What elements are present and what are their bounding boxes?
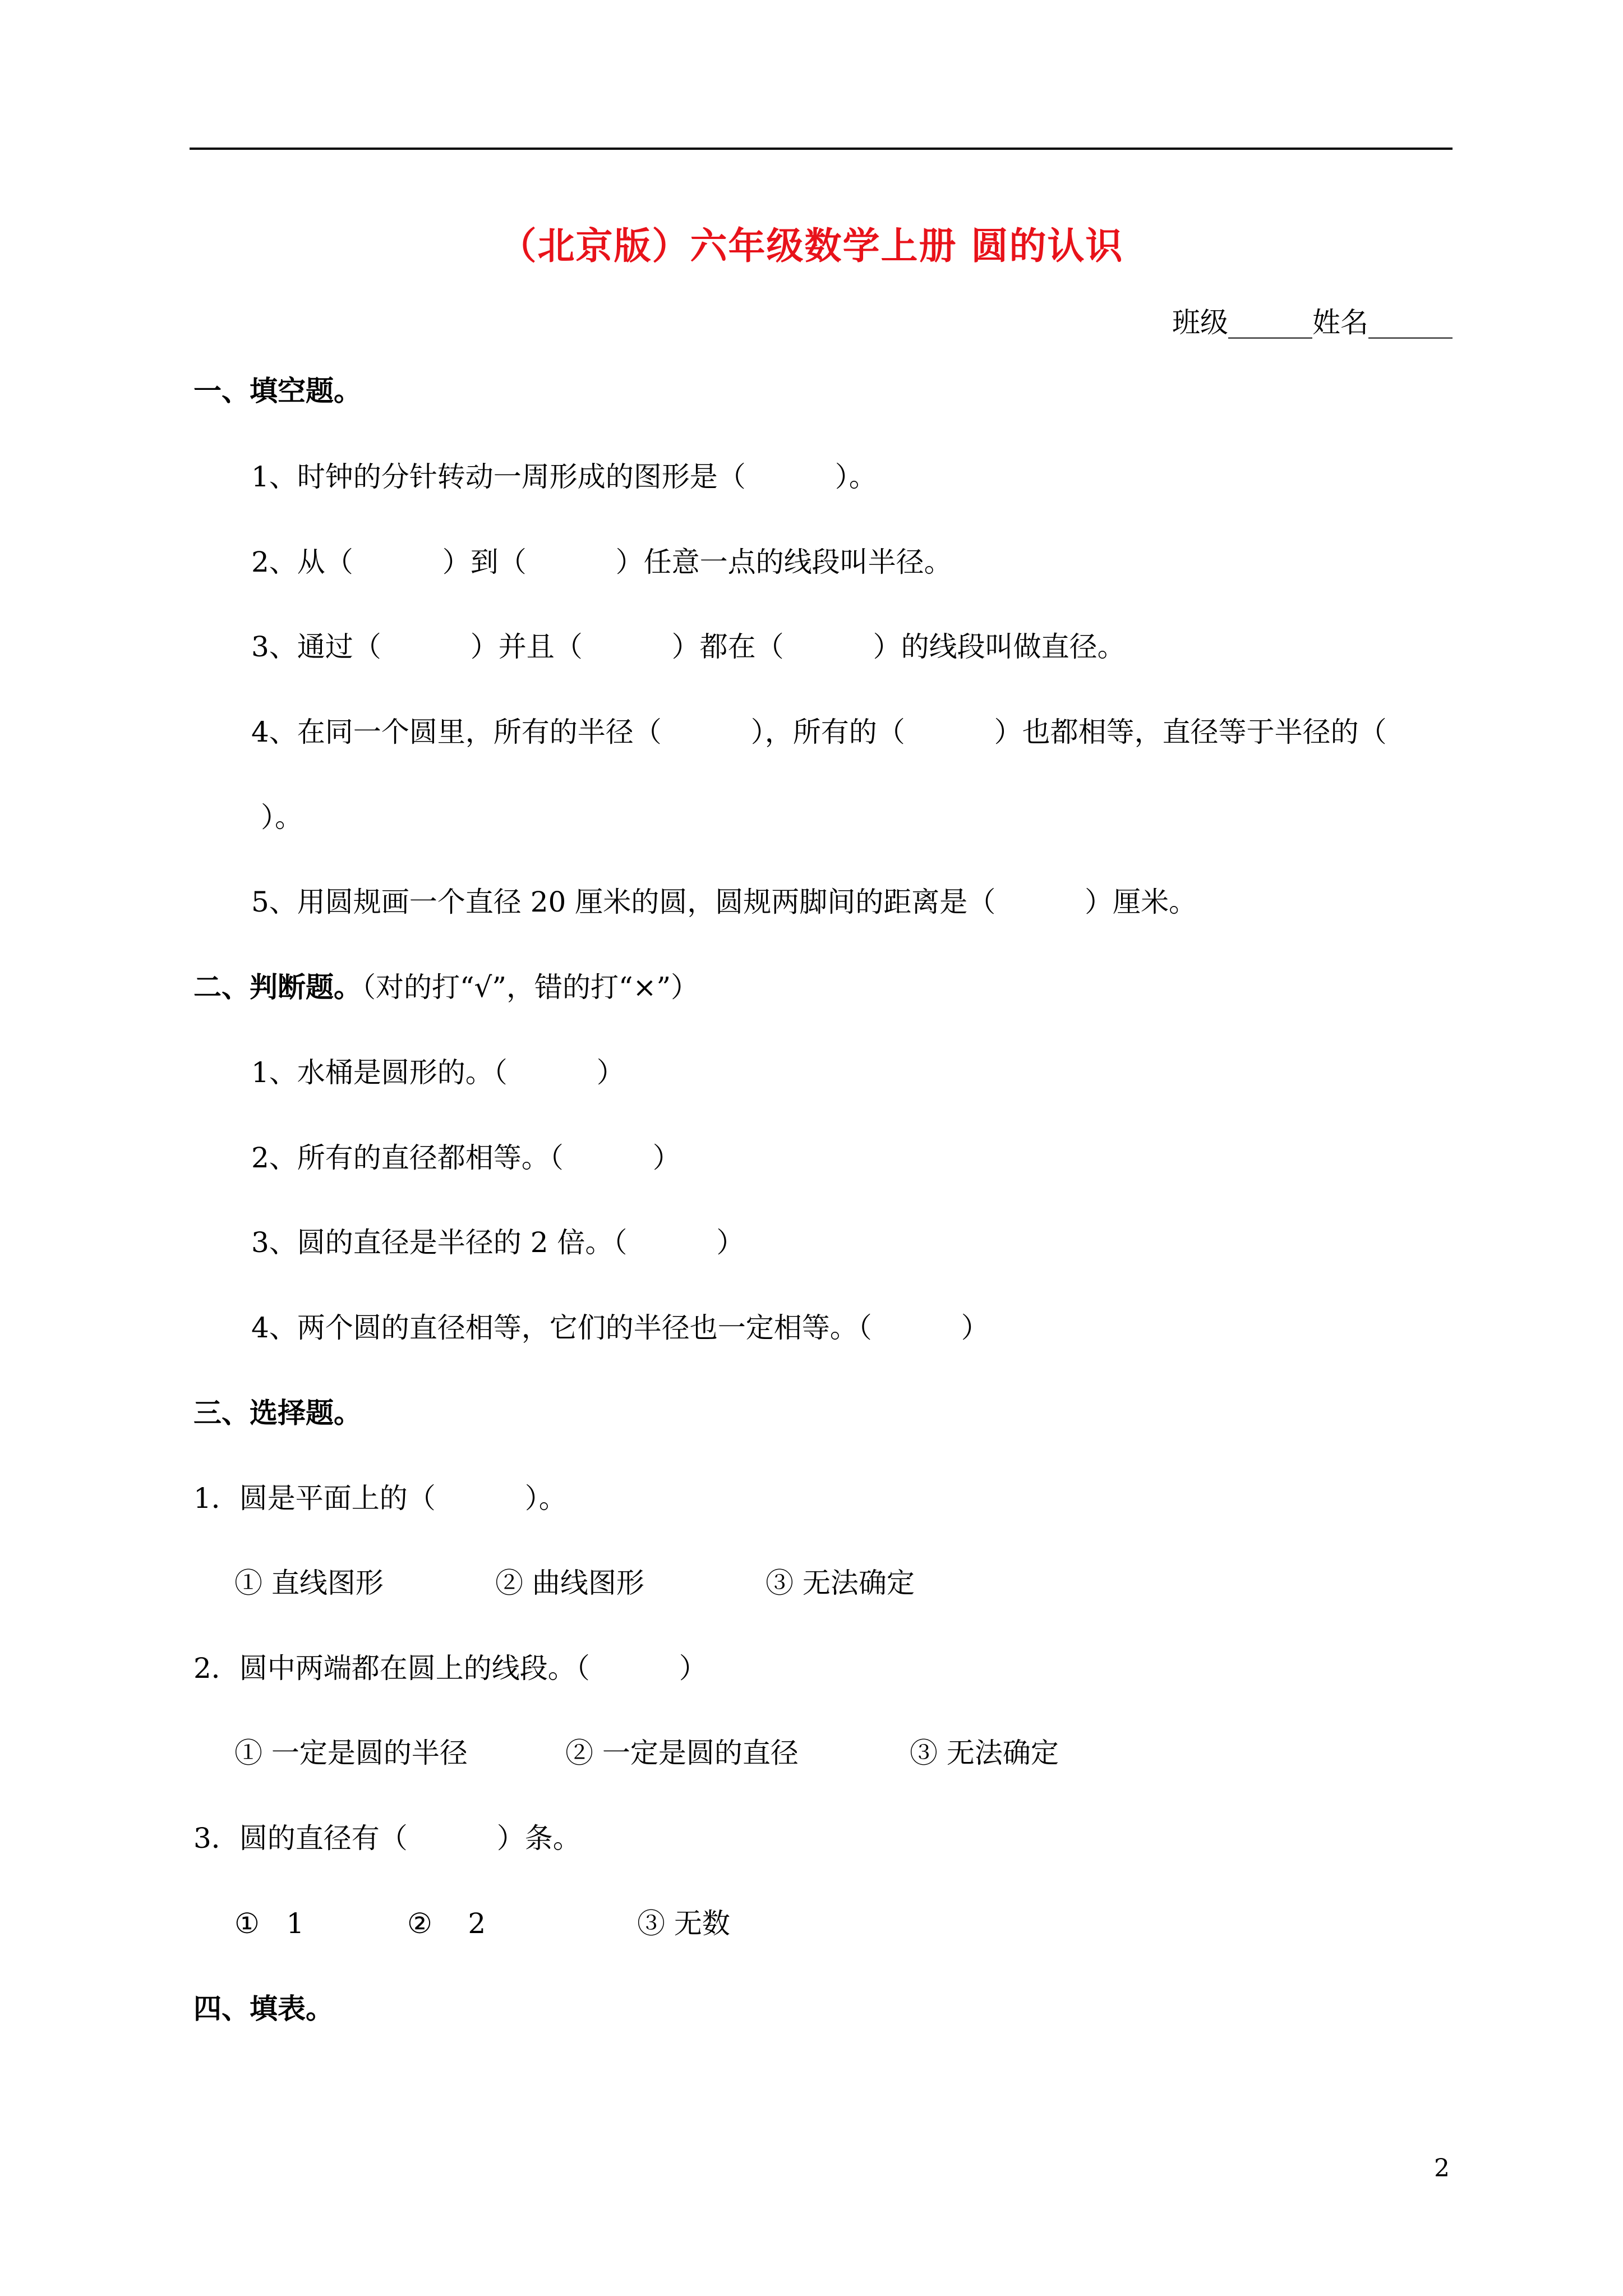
- section3-heading: 三、选择题。: [193, 1396, 362, 1429]
- choice-1-option-2: ② 曲线图形: [495, 1567, 644, 1599]
- choice-question-1: 1．圆是平面上的（ ）。: [193, 1482, 567, 1515]
- choice-2-option-1: ① 一定是圆的半径: [234, 1737, 468, 1769]
- section2-note: （对的打“√”，错的打“×”）: [362, 971, 699, 1004]
- section2-title: 二、判断题。: [193, 970, 362, 1004]
- section2-heading: [193, 970, 699, 1004]
- class-name-line: 班级______姓名______: [1172, 306, 1453, 339]
- fill-question-5: 5、用圆规画一个直径 20 厘米的圆，圆规两脚间的距离是（ ）厘米。: [251, 886, 1197, 918]
- choice-3-option-2: ② 2: [407, 1907, 486, 1940]
- choice-3-option-3: ③ 无数: [637, 1907, 730, 1940]
- choice-1-option-3: ③ 无法确定: [766, 1567, 915, 1599]
- judge-question-2: 2、所有的直径都相等。（ ）: [251, 1142, 681, 1174]
- judge-question-1: 1、水桶是圆形的。（ ）: [251, 1056, 625, 1089]
- choice-question-2: 2．圆中两端都在圆上的线段。（ ）: [193, 1652, 707, 1685]
- header-rule: [190, 148, 1453, 150]
- section1-heading: 一、填空题。: [193, 374, 362, 407]
- judge-question-3: 3、圆的直径是半径的 2 倍。（ ）: [251, 1226, 745, 1259]
- fill-question-3: 3、通过（ ）并且（ ）都在（ ）的线段叫做直径。: [251, 631, 1126, 663]
- choice-2-option-2: ② 一定是圆的直径: [565, 1737, 799, 1769]
- fill-question-2: 2、从（ ）到（ ）任意一点的线段叫半径。: [251, 546, 952, 578]
- fill-question-1: 1、时钟的分针转动一周形成的图形是（ ）。: [251, 461, 877, 493]
- section4-heading: 四、填表。: [193, 1992, 334, 2025]
- choice-3-option-1: ① 1: [234, 1907, 305, 1940]
- judge-question-4: 4、两个圆的直径相等，它们的半径也一定相等。（ ）: [251, 1312, 989, 1344]
- page-number: 2: [1434, 2154, 1450, 2183]
- fill-question-4-cont: ）。: [261, 801, 303, 834]
- choice-2-option-3: ③ 无法确定: [910, 1737, 1059, 1769]
- page-title: （北京版）六年级数学上册 圆的认识: [499, 224, 1124, 268]
- choice-question-3: 3．圆的直径有（ ）条。: [193, 1822, 581, 1855]
- choice-1-option-1: ① 直线图形: [234, 1567, 384, 1599]
- fill-question-4: 4、在同一个圆里，所有的半径（ ），所有的（ ）也都相等，直径等于半径的（: [251, 716, 1387, 748]
